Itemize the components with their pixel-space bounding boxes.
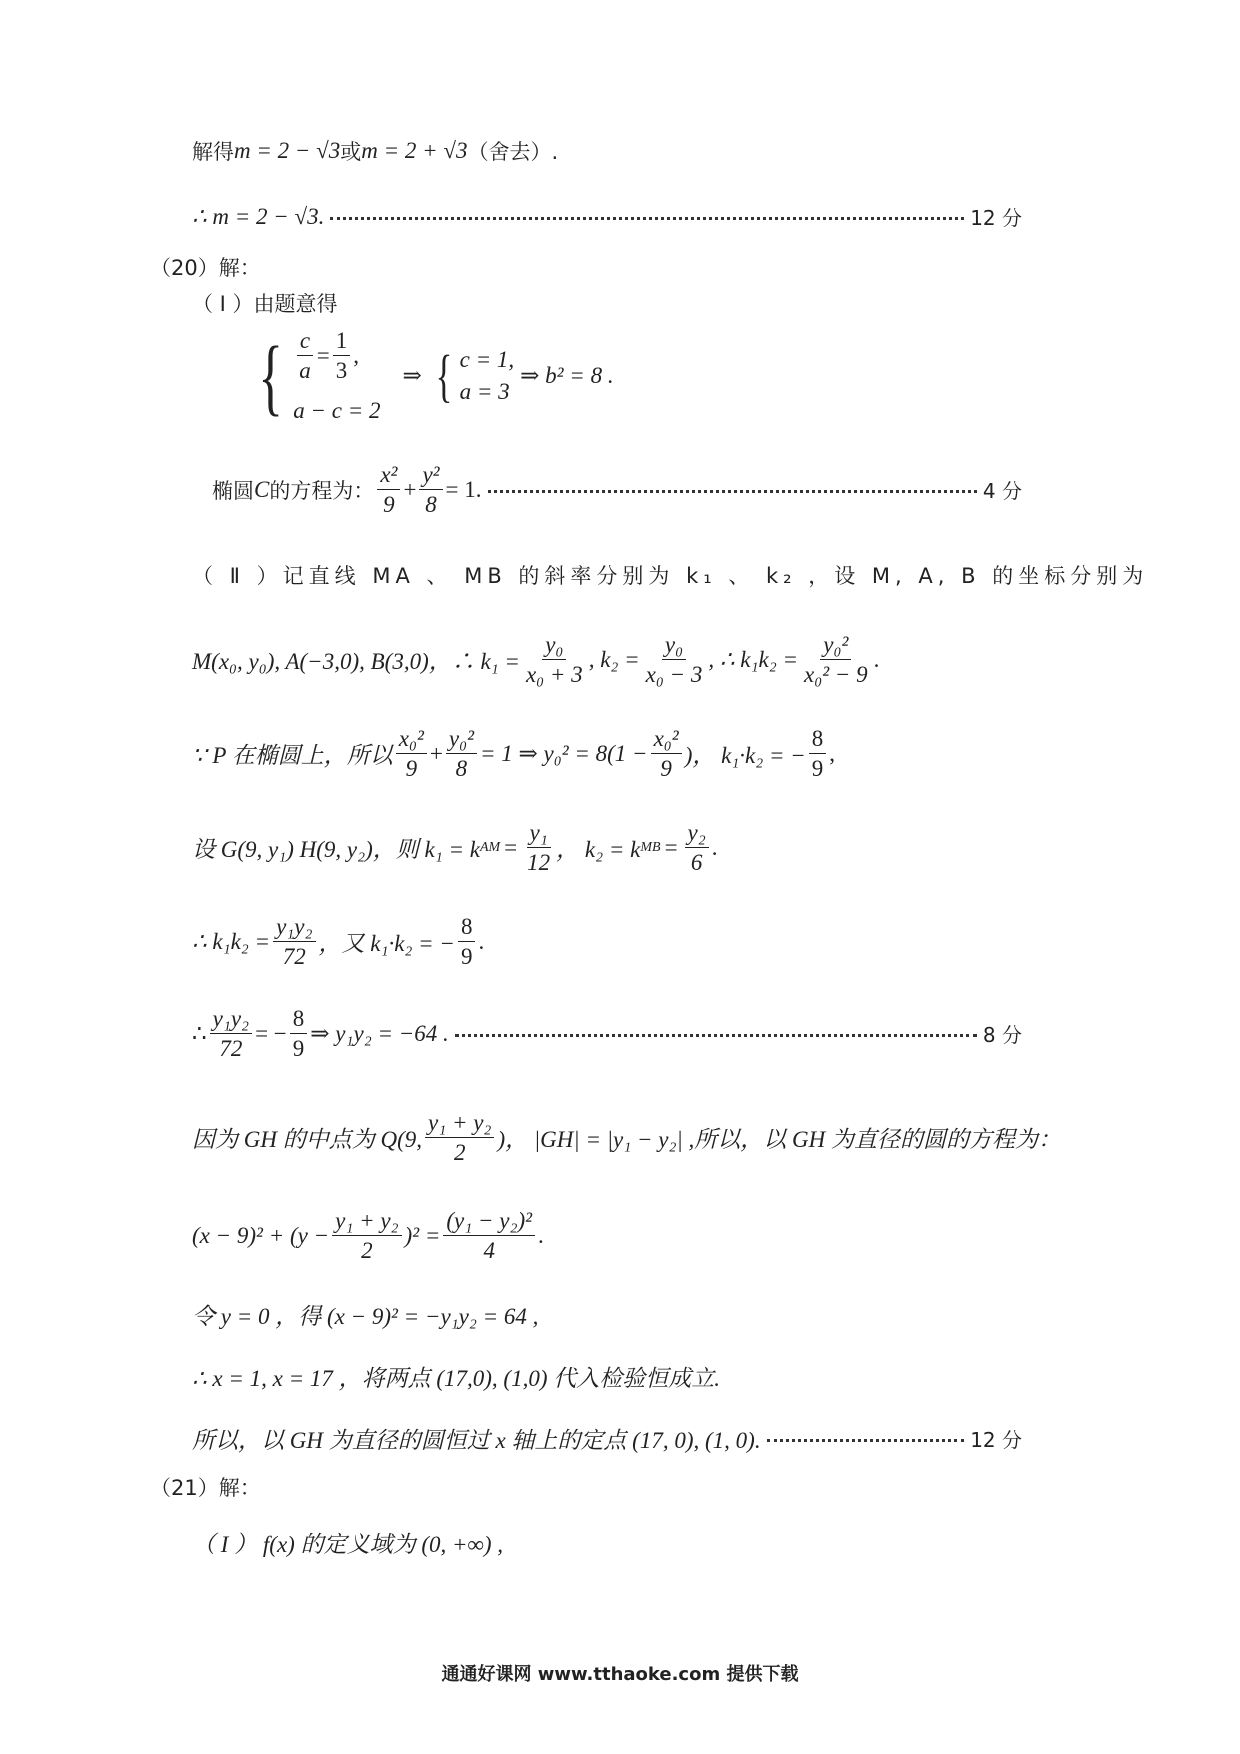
fraction: $\frac{\text{x²}}{9}$ [377, 462, 400, 518]
score-label: 12 分 [970, 206, 1022, 230]
text: 的方程为： [269, 478, 375, 503]
coordinates-line [192, 632, 879, 688]
text: = [504, 834, 518, 860]
equation: ∴ x = 1, x = 17 ，将两点 (17,0), (1,0) 代入检验恒成立. [192, 1366, 720, 1391]
fraction: $\frac{\text{y₀²}}{\text{x₀² − 9}}$ [803, 632, 868, 688]
part-1-heading [192, 288, 338, 318]
question-21-heading [150, 1472, 261, 1502]
fraction: $\frac{\text{y₁}}{12}$ [527, 820, 551, 876]
question-20-heading [150, 252, 261, 282]
equation: a − c = 2 [293, 398, 381, 423]
equation: = 1. [445, 476, 482, 502]
set-gh-line [192, 820, 718, 876]
equation: (x − 9)² + (y − [192, 1222, 330, 1248]
text: （20）解： [150, 256, 261, 280]
text: . [538, 1222, 544, 1248]
system-left: $\frac{c}{a}$ = $\frac{1}{3}$ , a − c = 2 [293, 328, 381, 423]
fraction: $\frac{\text{y₂}}{6}$ [685, 820, 709, 876]
equation-system: { $\frac{c}{a}$ = $\frac{1}{3}$ , a − c = 2 ⇒ { c = 1, a = 3 ⇒ b² = 8 . [258, 328, 614, 424]
fraction: $\frac{8}{9}$ [290, 1006, 308, 1062]
equation: ⇒ b² = 8 . [520, 363, 614, 388]
fraction: $\frac{8}{9}$ [809, 726, 827, 782]
fraction: $\frac{\text{x₀²}}{9}$ [651, 726, 682, 782]
leader-dots [330, 217, 964, 220]
score-label: 12 分 [970, 1428, 1022, 1452]
equation: ∵ P 在椭圆上，所以 [192, 743, 393, 769]
result-line [192, 1006, 1022, 1062]
equation: M(x₀, y₀), A(−3,0), B(3,0)，∴ k₁ = [192, 649, 520, 675]
text: . [711, 834, 718, 860]
page-footer: 通通好课网 www.tthaoke.com 提供下载 [441, 1664, 799, 1685]
fraction: $\frac{c}{a}$ [296, 328, 314, 384]
part-21-heading [192, 1526, 503, 1559]
equation: = 1 ⇒ y₀² = 8(1 − [479, 740, 648, 766]
left-brace: { [258, 328, 284, 424]
system-right [460, 347, 514, 405]
equation: m = 2 − √3 [234, 138, 341, 163]
midpoint-line [192, 1110, 1061, 1166]
fraction: $\frac{1}{3}$ [333, 328, 351, 384]
equation: )， k₁·k₂ = − [684, 743, 806, 769]
x-values-line [192, 1360, 720, 1393]
part-2-heading [192, 560, 1148, 590]
point-on-ellipse-line: ∵ P 在椭圆上，所以 $\frac{\text{x₀²}}{9}$ + $\frac{\text{y₀²}}{8}$ = 1 ⇒ y₀² = 8(1 − $\frac{\text{x₀²}}{9}$ )， k₁·k₂ = − $\frac{8}{9}$ , [192, 726, 836, 782]
text: （舍去）. [467, 140, 559, 164]
equation: m = 2 + √3 [361, 138, 468, 163]
leader-dots [488, 490, 977, 493]
fraction: $\frac{\text{y₁ + y₂}}{2}$ [425, 1110, 494, 1166]
equation: )， |GH| = |y₁ − y₂| ,所以，以 GH 为直径的圆的方程为： [497, 1127, 1062, 1153]
ellipse-equation-line: 椭圆 C 的方程为： $\frac{\text{x²}}{9}$ + $\frac{\text{y²}}{8}$ = 1. 4 分 [212, 462, 1022, 518]
equation: 令 y = 0 ，得 (x − 9)² = −y₁y₂ = 64 , [192, 1304, 539, 1329]
score-label: 4 分 [982, 479, 1022, 504]
leader-dots [767, 1439, 965, 1442]
text: . [873, 646, 880, 672]
equation: ∴ m = 2 − √3. [192, 203, 325, 229]
fraction: $\frac{\text{y₁y₂}}{72}$ [273, 914, 315, 970]
text: 解得 [192, 140, 234, 164]
solution-line-2 [192, 202, 1022, 231]
fraction: $\frac{\text{y²}}{8}$ [419, 462, 442, 518]
subscript: MB [640, 839, 661, 855]
equation: ∴ k₁k₂ = [192, 928, 271, 954]
equation: 所以，以 GH 为直径的圆恒过 x 轴上的定点 (17, 0), (1, 0). [192, 1428, 761, 1453]
equation: 设 G(9, y₁) H(9, y₂)，则 k₁ = k [192, 837, 480, 863]
score-label: 8 分 [982, 1023, 1022, 1048]
fraction: $\frac{\text{y₀}}{\text{x₀ + 3}}$ [525, 632, 583, 688]
circle-equation-line [192, 1208, 544, 1264]
equation: , k₂ = [588, 646, 640, 672]
text: 或 [340, 140, 362, 164]
fraction: $\frac{\text{y₀²}}{8}$ [446, 726, 477, 782]
text: = − [255, 1020, 287, 1046]
final-line [192, 1422, 1022, 1455]
fraction: $\frac{\text{y₁y₂}}{72}$ [210, 1006, 252, 1062]
text: , [829, 740, 836, 766]
text: （ Ⅱ ）记直线 MA 、 MB 的斜率分别为 k₁ 、 k₂ ，设 M, A, B 的坐标分别为 [192, 564, 1149, 588]
equation: 因为 GH 的中点为 Q(9, [192, 1127, 422, 1153]
equation: )² = [404, 1222, 441, 1248]
text: . [478, 928, 485, 954]
fraction: $\frac{\text{y₁ + y₂}}{2}$ [332, 1208, 401, 1264]
equation: ⇒ y₁y₂ = −64 . [310, 1020, 449, 1046]
text: ∴ [192, 1020, 207, 1046]
equation: ， k₂ = k [556, 837, 641, 863]
fraction: $\frac{\text{(y₁ − y₂)²}}{4}$ [443, 1208, 535, 1264]
equation: , ∴ k₁k₂ = [708, 646, 798, 672]
equation: c = 1, [459, 347, 515, 372]
fraction: $\frac{\text{x₀²}}{9}$ [396, 726, 427, 782]
text: = [664, 834, 678, 860]
equation: a = 3 [459, 379, 510, 404]
variable: C [254, 476, 270, 502]
subscript: AM [479, 839, 501, 855]
text: （ I ）由题意得 [192, 292, 338, 316]
left-brace: { [435, 343, 453, 408]
text: （21）解： [150, 1476, 261, 1500]
k-product-line [192, 914, 484, 970]
equation: ，又 k₁·k₂ = − [318, 931, 455, 957]
fraction: $\frac{\text{y₀}}{\text{x₀ − 3}}$ [645, 632, 703, 688]
text: 椭圆 [212, 478, 254, 503]
solution-line-1 [192, 136, 558, 166]
fraction: $\frac{8}{9}$ [458, 914, 476, 970]
let-y-line [192, 1298, 538, 1331]
leader-dots [455, 1034, 977, 1037]
equation: （ I ） f(x) 的定义域为 (0, +∞) , [192, 1532, 504, 1557]
